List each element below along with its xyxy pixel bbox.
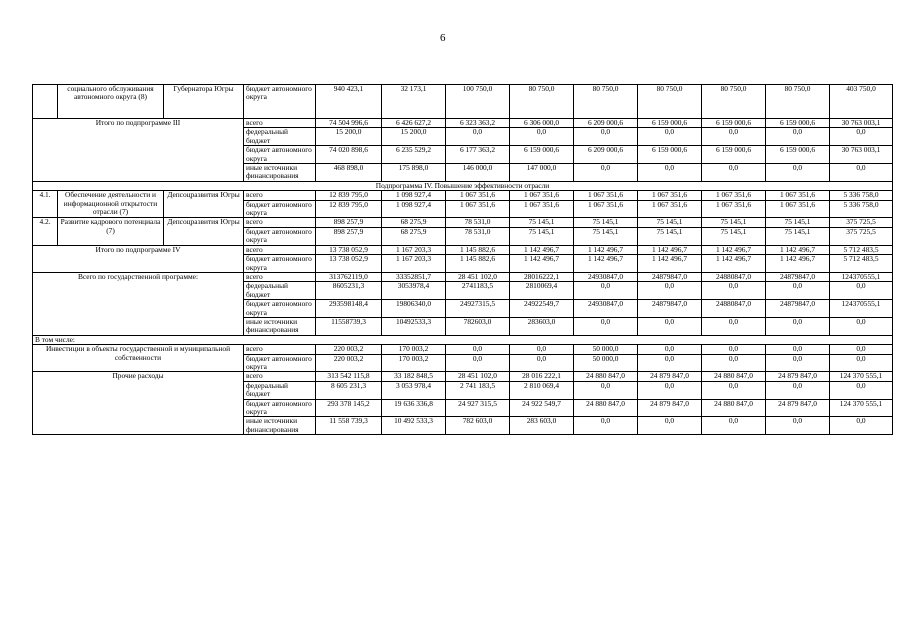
value-cell: 0,0 [510,345,574,354]
value-cell: 1 067 351,6 [510,200,574,218]
value-cell: 0,0 [574,417,638,435]
value-cell: 2 741 183,5 [446,381,510,399]
source-cell: бюджет автономного округа [244,354,316,372]
value-cell: 175 898,0 [382,164,446,182]
value-cell: 1 167 203,3 [382,245,446,254]
value-cell: 1 098 927,4 [382,200,446,218]
value-cell: 124 370 555,1 [830,399,893,417]
value-cell: 375 725,5 [830,227,893,245]
value-cell: 0,0 [766,345,830,354]
table-row [33,85,893,119]
value-cell: 313 542 115,8 [316,372,382,381]
value-cell: 6 159 000,6 [766,119,830,128]
value-cell: 146 000,0 [446,164,510,182]
table-row [33,119,893,128]
value-cell: 0,0 [830,317,893,335]
source-cell: бюджет автономного округа [244,399,316,417]
measure-name-cell: социального обслуживания автономного округа (8) [58,85,164,119]
value-cell: 80 750,0 [638,85,702,119]
value-cell: 0,0 [574,164,638,182]
value-cell: 0,0 [830,417,893,435]
source-cell: бюджет автономного округа [244,300,316,318]
value-cell: 75 145,1 [702,227,766,245]
value-cell: 74 504 996,6 [316,119,382,128]
value-cell: 24879847,0 [638,300,702,318]
value-cell: 28 451 102,0 [446,372,510,381]
value-cell: 0,0 [830,164,893,182]
value-cell: 1 067 351,6 [638,200,702,218]
value-cell: 0,0 [830,354,893,372]
table-body [33,85,893,435]
measure-name-cell: Обеспечение деятельности и информационной открытости отрасли (7) [58,191,164,218]
value-cell: 293598148,4 [316,300,382,318]
measure-name-cell: Развитие кадрового потенциала (7) [58,218,164,245]
value-cell: 1 067 351,6 [446,191,510,200]
table-row [33,372,893,381]
value-cell: 170 003,2 [382,345,446,354]
value-cell: 0,0 [702,354,766,372]
value-cell: 1 067 351,6 [702,191,766,200]
table-row [33,345,893,354]
value-cell: 1 142 496,7 [574,245,638,254]
value-cell: 24879847,0 [766,300,830,318]
value-cell: 1 142 496,7 [574,255,638,273]
value-cell: 220 003,2 [316,354,382,372]
value-cell: 24 879 847,0 [638,372,702,381]
value-cell: 0,0 [766,164,830,182]
value-cell: 1 145 882,6 [446,245,510,254]
value-cell: 0,0 [702,417,766,435]
value-cell: 24 927 315,5 [446,399,510,417]
value-cell: 24927315,5 [446,300,510,318]
source-cell: всего [244,272,316,281]
group-label-cell: Всего по государственной программе: [33,272,244,335]
value-cell: 32 173,1 [382,85,446,119]
value-cell: 468 898,0 [316,164,382,182]
value-cell: 1 145 882,6 [446,255,510,273]
source-cell: федеральный бюджет [244,282,316,300]
value-cell: 12 839 795,0 [316,191,382,200]
value-cell: 24 879 847,0 [766,372,830,381]
value-cell: 68 275,9 [382,218,446,227]
value-cell: 1 142 496,7 [638,245,702,254]
value-cell: 80 750,0 [574,85,638,119]
group-label-cell: Итого по подпрограмме III [33,119,244,182]
value-cell: 28 016 222,1 [510,372,574,381]
section-title-cell: Подпрограмма IV. Повышение эффективности отрасли [33,181,893,190]
value-cell: 0,0 [702,282,766,300]
value-cell: 19 636 336,8 [382,399,446,417]
value-cell: 0,0 [446,128,510,146]
value-cell: 80 750,0 [702,85,766,119]
value-cell: 0,0 [830,345,893,354]
value-cell: 0,0 [766,317,830,335]
value-cell: 11 558 739,3 [316,417,382,435]
value-cell: 1 142 496,7 [702,245,766,254]
value-cell: 0,0 [446,354,510,372]
value-cell: 0,0 [574,317,638,335]
value-cell: 283603,0 [510,317,574,335]
value-cell: 6 323 363,2 [446,119,510,128]
value-cell: 0,0 [766,128,830,146]
value-cell: 1 067 351,6 [766,200,830,218]
value-cell: 1 067 351,6 [510,191,574,200]
value-cell: 30 763 003,1 [830,119,893,128]
value-cell: 19806340,0 [382,300,446,318]
table-row [33,245,893,254]
source-cell: всего [244,245,316,254]
value-cell: 0,0 [574,282,638,300]
value-cell: 6 306 000,0 [510,119,574,128]
value-cell: 78 531,0 [446,218,510,227]
value-cell: 8 605 231,3 [316,381,382,399]
source-cell: всего [244,218,316,227]
value-cell: 24879847,0 [638,272,702,281]
value-cell: 6 159 000,6 [638,119,702,128]
value-cell: 24 880 847,0 [574,399,638,417]
value-cell: 124 370 555,1 [830,372,893,381]
value-cell: 0,0 [638,317,702,335]
value-cell: 0,0 [446,345,510,354]
source-cell: всего [244,191,316,200]
value-cell: 1 142 496,7 [702,255,766,273]
source-cell: всего [244,372,316,381]
value-cell: 28 451 102,0 [446,272,510,281]
value-cell: 1 142 496,7 [510,245,574,254]
value-cell: 782603,0 [446,317,510,335]
value-cell: 75 145,1 [702,218,766,227]
value-cell: 2810069,4 [510,282,574,300]
including-label-cell: В том числе: [33,335,893,344]
value-cell: 8605231,3 [316,282,382,300]
value-cell: 13 738 052,9 [316,255,382,273]
value-cell: 6 159 000,6 [766,146,830,164]
group-label-cell: Итого по подпрограмме IV [33,245,244,272]
value-cell: 24 922 549,7 [510,399,574,417]
value-cell: 6 159 000,6 [702,119,766,128]
value-cell: 24 880 847,0 [702,372,766,381]
value-cell: 2 810 069,4 [510,381,574,399]
value-cell: 12 839 795,0 [316,200,382,218]
value-cell: 11558739,3 [316,317,382,335]
value-cell: 24 880 847,0 [702,399,766,417]
table-row [33,191,893,200]
value-cell: 0,0 [638,282,702,300]
value-cell: 1 167 203,3 [382,255,446,273]
value-cell: 6 159 000,6 [510,146,574,164]
executor-cell: Губернатора Югры [164,85,244,119]
value-cell: 15 200,0 [316,128,382,146]
value-cell: 0,0 [638,354,702,372]
value-cell: 0,0 [830,381,893,399]
value-cell: 1 142 496,7 [766,255,830,273]
value-cell: 10 492 533,3 [382,417,446,435]
value-cell: 1 067 351,6 [766,191,830,200]
value-cell: 28016222,1 [510,272,574,281]
group-label-cell: Прочие расходы [33,372,244,435]
value-cell: 2741183,5 [446,282,510,300]
source-cell: всего [244,119,316,128]
value-cell: 898 257,9 [316,218,382,227]
value-cell: 5 336 758,0 [830,200,893,218]
value-cell: 50 000,0 [574,345,638,354]
value-cell: 5 712 483,5 [830,245,893,254]
value-cell: 0,0 [702,381,766,399]
value-cell: 0,0 [638,381,702,399]
value-cell: 6 209 000,6 [574,146,638,164]
value-cell: 0,0 [766,381,830,399]
value-cell: 1 142 496,7 [638,255,702,273]
value-cell: 80 750,0 [766,85,830,119]
value-cell: 6 177 363,2 [446,146,510,164]
value-cell: 6 209 000,6 [574,119,638,128]
value-cell: 24880847,0 [702,272,766,281]
value-cell: 74 020 898,6 [316,146,382,164]
source-cell: иные источники финансирования [244,417,316,435]
value-cell: 24 880 847,0 [574,372,638,381]
row-number-cell [33,85,58,119]
row-number-cell: 4.2. [33,218,58,245]
source-cell: иные источники финансирования [244,317,316,335]
value-cell: 0,0 [702,317,766,335]
value-cell: 3 053 978,4 [382,381,446,399]
value-cell: 33352851,7 [382,272,446,281]
value-cell: 1 067 351,6 [638,191,702,200]
value-cell: 0,0 [510,128,574,146]
source-cell: федеральный бюджет [244,381,316,399]
value-cell: 0,0 [574,128,638,146]
value-cell: 24879847,0 [766,272,830,281]
including-row [33,335,893,344]
value-cell: 15 200,0 [382,128,446,146]
value-cell: 293 378 145,2 [316,399,382,417]
value-cell: 24930847,0 [574,300,638,318]
source-cell: бюджет автономного округа [244,200,316,218]
value-cell: 0,0 [766,282,830,300]
executor-cell: Депсоцразвития Югры [164,191,244,218]
value-cell: 0,0 [702,164,766,182]
value-cell: 1 098 927,4 [382,191,446,200]
value-cell: 0,0 [766,354,830,372]
table-row [33,218,893,227]
value-cell: 147 000,0 [510,164,574,182]
value-cell: 24922549,7 [510,300,574,318]
value-cell: 1 067 351,6 [446,200,510,218]
value-cell: 68 275,9 [382,227,446,245]
value-cell: 6 235 529,2 [382,146,446,164]
value-cell: 75 145,1 [638,218,702,227]
value-cell: 0,0 [574,381,638,399]
value-cell: 0,0 [638,128,702,146]
value-cell: 75 145,1 [766,218,830,227]
value-cell: 78 531,0 [446,227,510,245]
value-cell: 75 145,1 [510,227,574,245]
source-cell: бюджет автономного округа [244,255,316,273]
value-cell: 1 067 351,6 [574,191,638,200]
value-cell: 0,0 [638,417,702,435]
value-cell: 0,0 [702,345,766,354]
value-cell: 1 142 496,7 [766,245,830,254]
source-cell: федеральный бюджет [244,128,316,146]
value-cell: 0,0 [510,354,574,372]
value-cell: 75 145,1 [766,227,830,245]
value-cell: 782 603,0 [446,417,510,435]
value-cell: 124370555,1 [830,272,893,281]
value-cell: 0,0 [638,345,702,354]
value-cell: 0,0 [638,164,702,182]
value-cell: 403 750,0 [830,85,893,119]
value-cell: 6 159 000,6 [638,146,702,164]
value-cell: 3053978,4 [382,282,446,300]
value-cell: 100 750,0 [446,85,510,119]
value-cell: 50 000,0 [574,354,638,372]
value-cell: 0,0 [830,282,893,300]
value-cell: 6 426 627,2 [382,119,446,128]
value-cell: 0,0 [702,128,766,146]
value-cell: 24930847,0 [574,272,638,281]
value-cell: 13 738 052,9 [316,245,382,254]
value-cell: 80 750,0 [510,85,574,119]
page-number: 6 [440,32,446,44]
row-number-cell: 4.1. [33,191,58,218]
value-cell: 1 067 351,6 [574,200,638,218]
value-cell: 5 336 758,0 [830,191,893,200]
value-cell: 313762119,0 [316,272,382,281]
source-cell: бюджет автономного округа [244,227,316,245]
value-cell: 5 712 483,5 [830,255,893,273]
group-label-cell: Инвестиции в объекты государственной и муниципальной собственности [33,345,244,372]
source-cell: всего [244,345,316,354]
source-cell: иные источники финансирования [244,164,316,182]
value-cell: 940 423,1 [316,85,382,119]
value-cell: 75 145,1 [510,218,574,227]
value-cell: 220 003,2 [316,345,382,354]
source-cell: бюджет автономного округа [244,146,316,164]
value-cell: 375 725,5 [830,218,893,227]
source-cell: бюджет автономного округа [244,85,316,119]
value-cell: 24 879 847,0 [638,399,702,417]
value-cell: 6 159 000,6 [702,146,766,164]
value-cell: 170 003,2 [382,354,446,372]
value-cell: 898 257,9 [316,227,382,245]
value-cell: 75 145,1 [574,218,638,227]
value-cell: 0,0 [830,128,893,146]
value-cell: 10492533,3 [382,317,446,335]
value-cell: 283 603,0 [510,417,574,435]
value-cell: 75 145,1 [638,227,702,245]
value-cell: 75 145,1 [574,227,638,245]
executor-cell: Депсоцразвития Югры [164,218,244,245]
section-row [33,181,893,190]
value-cell: 1 142 496,7 [510,255,574,273]
value-cell: 24 879 847,0 [766,399,830,417]
value-cell: 124370555,1 [830,300,893,318]
value-cell: 1 067 351,6 [702,200,766,218]
budget-table [32,84,893,435]
value-cell: 24880847,0 [702,300,766,318]
value-cell: 33 182 848,5 [382,372,446,381]
table-row [33,272,893,281]
value-cell: 30 763 003,1 [830,146,893,164]
value-cell: 0,0 [766,417,830,435]
